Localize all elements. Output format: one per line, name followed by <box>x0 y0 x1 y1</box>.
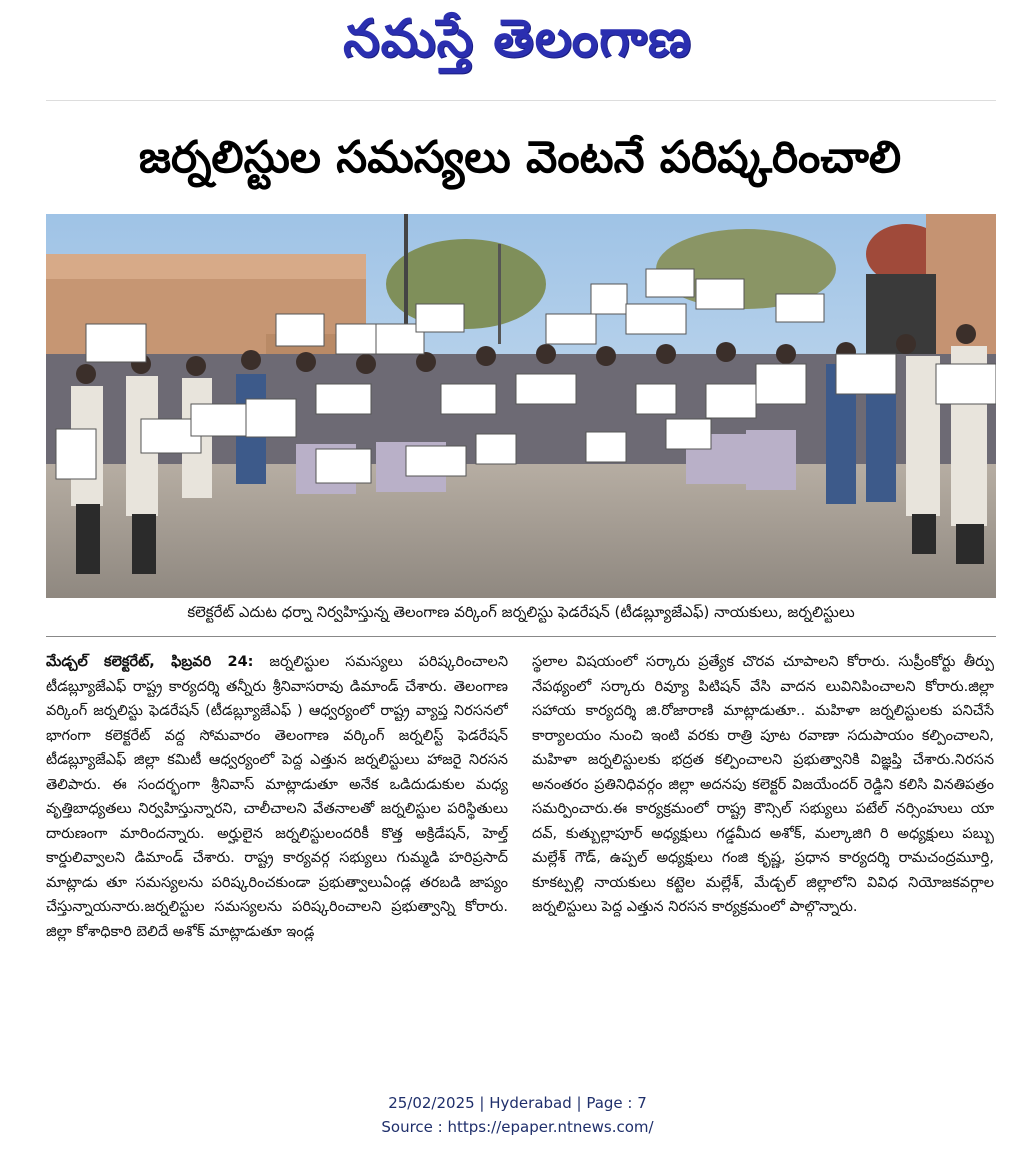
article-headline: జర్నలిస్టుల సమస్యలు వెంటనే పరిష్కరించాలి <box>138 132 902 183</box>
photo-caption: కలెక్టరేట్ ఎదుట ధర్నా నిర్వహిస్తున్న తెలంగాణ వర్కింగ్ జర్నలిస్టు ఫెడరేషన్ (టీడబ్ల్యూజేఎఫ్) నాయకులు, జర్నలిస్టులు <box>187 603 855 621</box>
article-dateline: మేడ్చల్ కలెక్టరేట్, ఫిబ్రవరి 24: <box>46 654 254 670</box>
article-body-right: స్థలాల విషయంలో సర్కారు ప్రత్యేక చొరవ చూపాలని కోరారు. సుప్రీంకోర్టు తీర్పు నేపథ్యంలో సర్కారు రివ్యూ పిటిషన్ వేసి వాదన లువినిపించాలని కోరారు.జిల్లా సహాయ కార్యదర్శి జి.రోజారాణి మాట్లాడుతూ.. మహిళా జర్నలిస్టులకు పనిచేసే కార్యాలయం నుంచి ఇంటి వరకు రాత్రి పూట రవాణా సదుపాయం కల్పించాలని, మహిళా జర్నలిస్టులకు భద్రత కల్పించాలని ప్రభుత్వానికి విజ్ఞప్తి చేశారు.నిరసన అనంతరం ప్రతినిధివర్గం జిల్లా అదనపు కలెక్టర్ విజయేందర్ రెడ్డిని కలిసి వినతిపత్రం సమర్పించారు.ఈ కార్యక్రమంలో రాష్ట్ర కౌన్సిల్ సభ్యులు పటేల్ నర్సింహులు యా దవ్, కుత్బుల్లాపూర్ అధ్యక్షులు గడ్డమీద అశోక్, మల్కాజిగి రి అధ్యక్షులు పబ్బు మల్లేశ్ గౌడ్, ఉప్పల్ అధ్యక్షులు గంజి కృష్ణ, ప్రధాన కార్యదర్శి రామచంద్రమూర్తి, కూకట్పల్లి నాయకులు కట్టెల మల్లేశ్, మేడ్చల్ జిల్లాలోని వివిధ నియోజకవర్గాల జర్నలిస్టులు పెద్ద ఎత్తున నిరసన కార్యక్రమంలో పాల్గొన్నారు. <box>532 654 994 915</box>
protest-photo <box>46 214 996 598</box>
caption-divider <box>46 636 996 637</box>
footer-date-page: 25/02/2025 | Hyderabad | Page : 7 <box>388 1094 647 1112</box>
article-column-right <box>532 650 994 1042</box>
masthead-divider <box>46 100 996 101</box>
newspaper-masthead: నమస్తే తెలంగాణ <box>343 9 692 69</box>
article-paragraph-left <box>46 650 508 944</box>
protest-photo-illustration <box>46 214 996 598</box>
article-body-left: జర్నలిస్టుల సమస్యలు పరిష్కరించాలని టీడబ్ల్యూజేఎఫ్ రాష్ట్ర కార్యదర్శి తన్నీరు శ్రీనివాసరావు డిమాండ్ చేశారు. తెలంగాణ వర్కింగ్ జర్నలిస్టు ఫెడరేషన్ (టీడబ్ల్యూజేఎఫ్ ) ఆధ్వర్యంలో రాష్ట్ర వ్యాప్త నిరసనలో భాగంగా కలెక్టరేట్ వద్ద సోమవారం తెలంగాణ వర్కింగ్ జర్నలిస్ట్ ఫెడరేషన్ టీడబ్ల్యూజేఎఫ్ జిల్లా కమిటీ ఆధ్వర్యంలో పెద్ద ఎత్తున జర్నలిస్టులు హాజరై నిరసన తెలిపారు. ఈ సందర్భంగా శ్రీనివాస్ మాట్లాడుతూ అనేక ఒడిదుడుకుల మధ్య వృత్తిబాధ్యతలు నిర్వహిస్తున్నారని, చాలీచాలని వేతనాలతో జర్నలిస్టుల పరిస్థితులు దారుణంగా మారిందన్నారు. అర్హులైన జర్నలిస్టులందరికీ కొత్త అక్రిడేషన్, హెల్త్ కార్డులివ్వాలని డిమాండ్ చేశారు. రాష్ట్ర కార్యవర్గ సభ్యులు గుమ్మడి హరిప్రసాద్ మాట్లాడు తూ సమస్యలను పరిష్కరించకుండా ప్రభుత్వాలుఏండ్ల తరబడి జాప్యం చేస్తున్నాయనారు.జర్నలిస్టుల సమస్యలను పరిష్కరించాలని ప్రభుత్వాన్ని కోరారు. జిల్లా కోశాధికారి బెలిదే అశోక్ మాట్లాడుతూ ఇండ్ల <box>46 654 508 940</box>
footer-source-link[interactable]: Source : https://epaper.ntnews.com/ <box>381 1118 654 1136</box>
article-column-left <box>46 650 508 1042</box>
